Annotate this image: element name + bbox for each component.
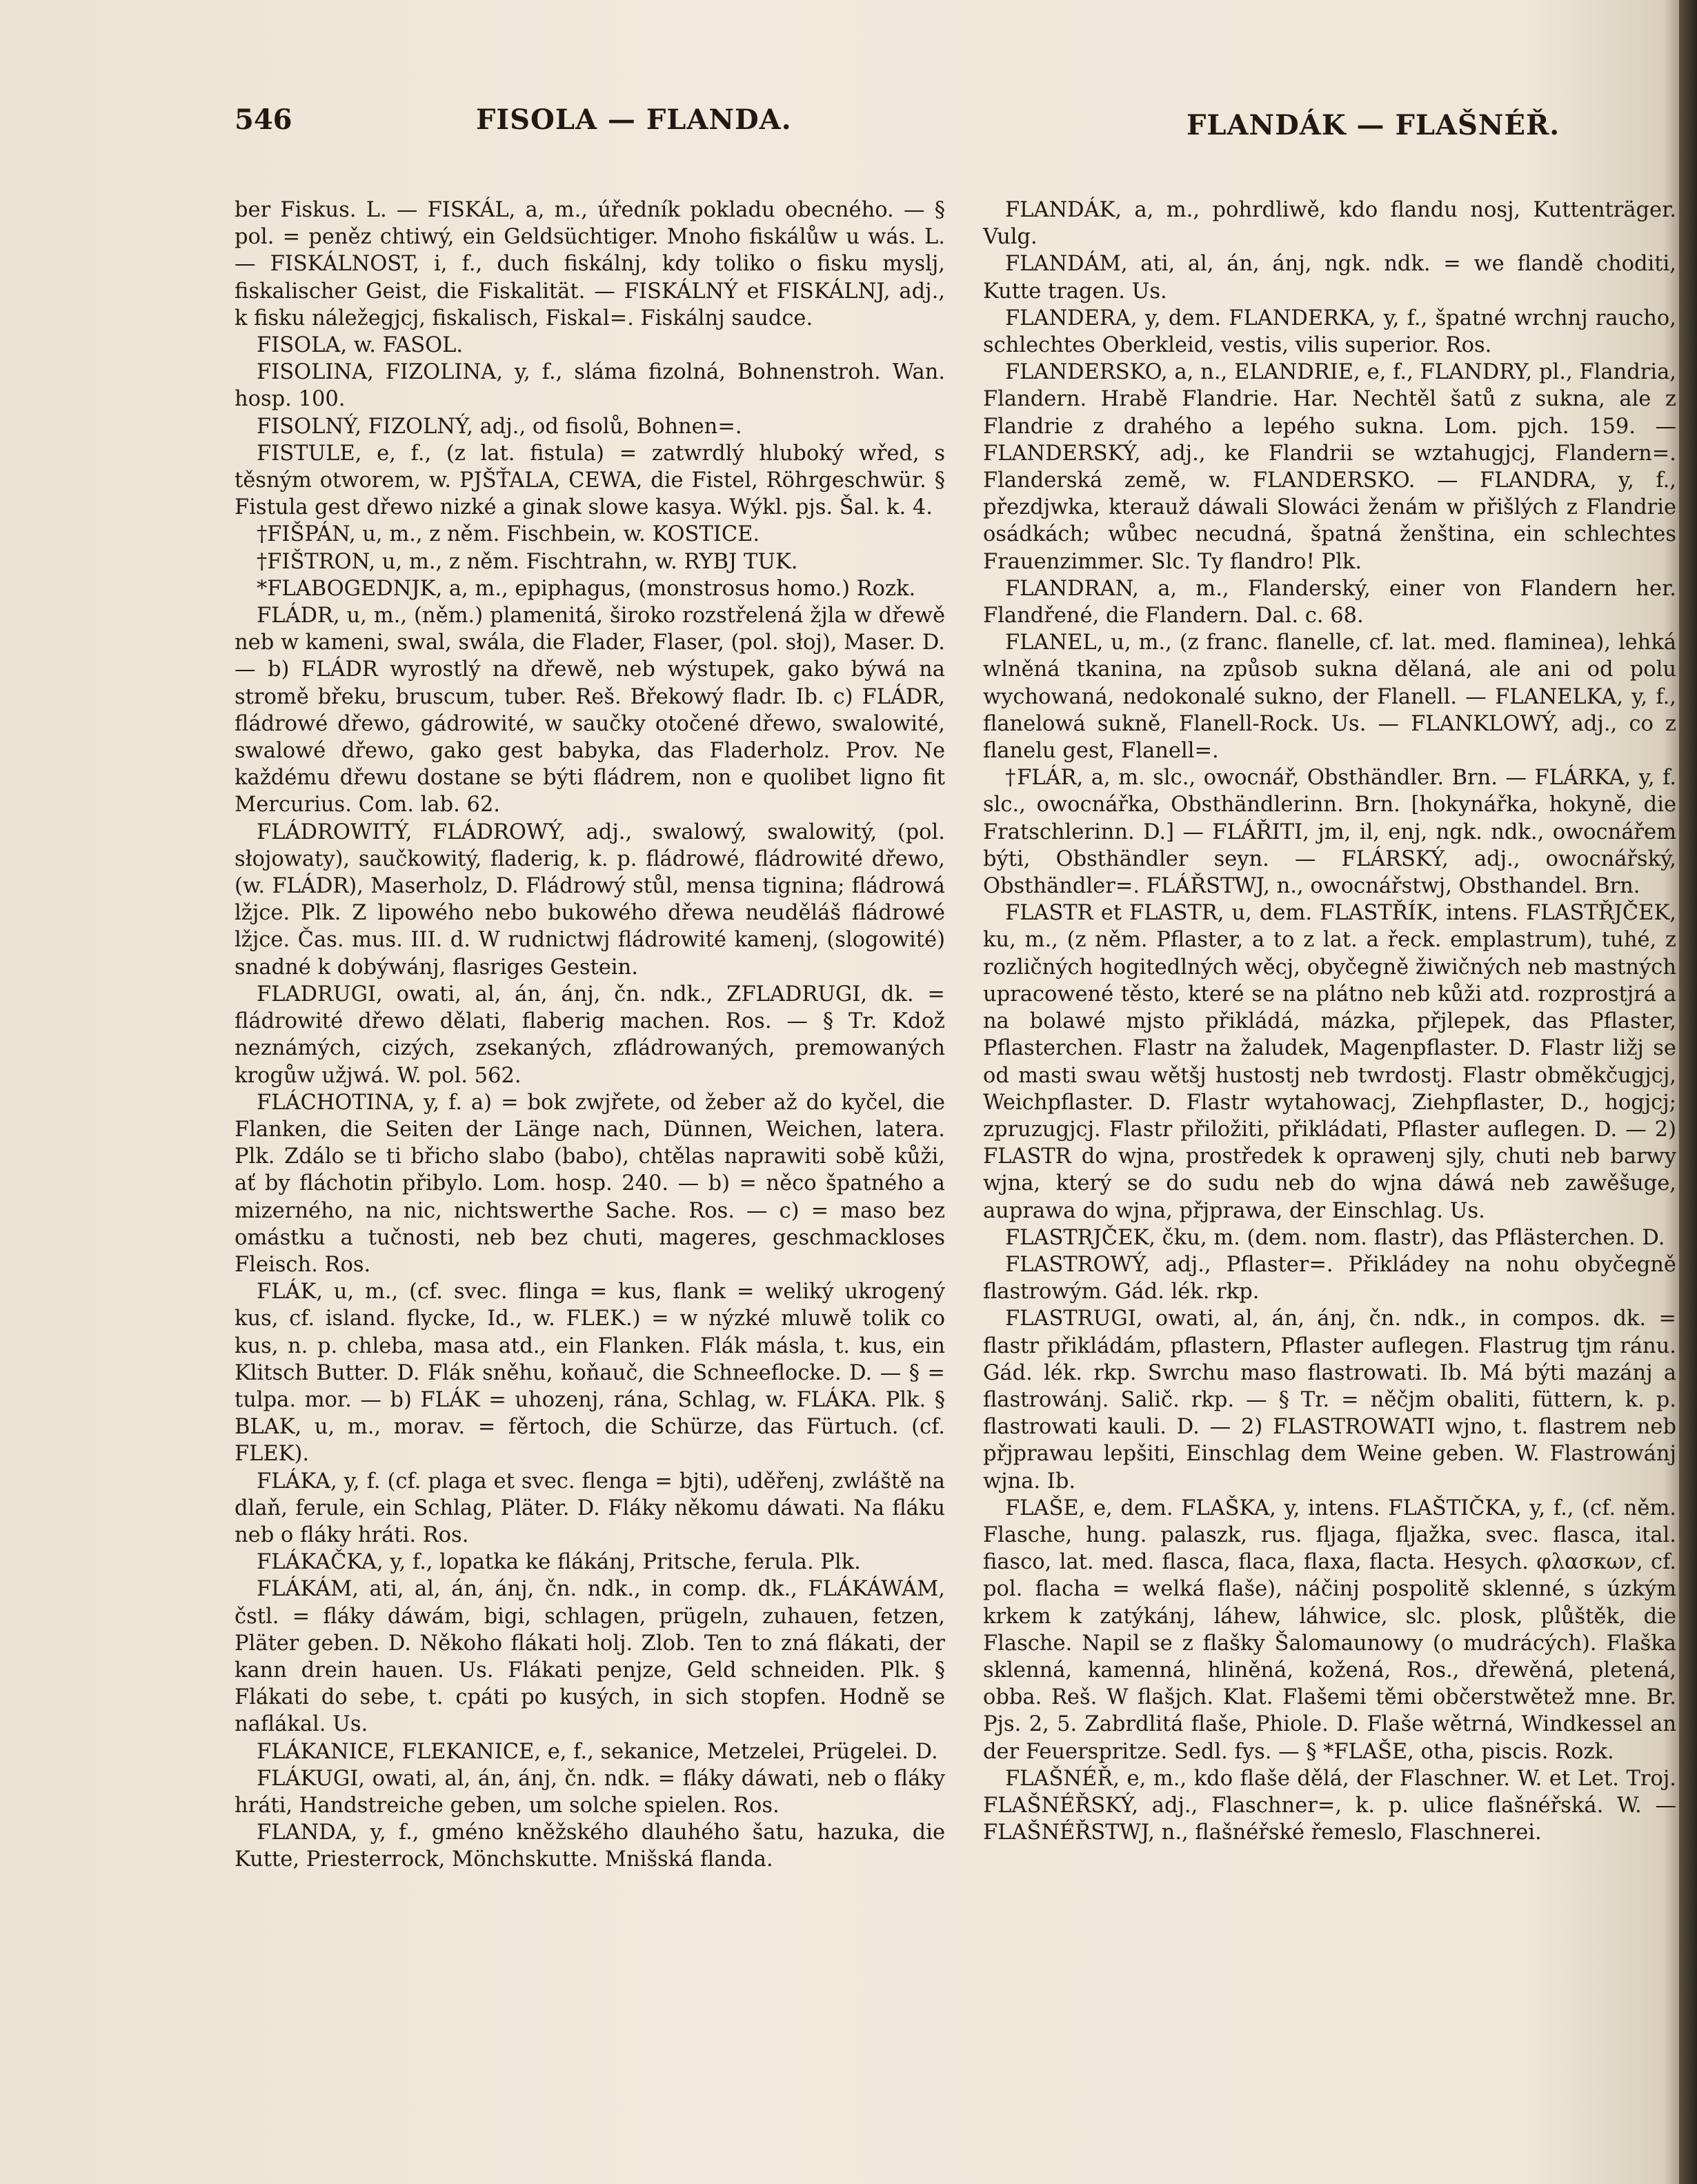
dictionary-entry: *FLABOGEDNJK, a, m., epiphagus, (monstrosus homo.) Rozk. bbox=[257, 576, 916, 601]
dictionary-entry: FLÁCHOTINA, y, f. a) = bok zwjřete, od žeber až do kyčel, die Flanken, die Seiten der Länge nach, Dünnen, Weichen, latera. Plk. Zdálo se ti břicho slabo (babo), chtělas naprawiti sobě kůži, ať by fláchotin přibylo. Lom. hosp. 240. — b) = něco špatného a mizerného, na nic, nichtswerthe Sache. Ros. — c) = maso bez omástku a tučnosti, neb bez chuti, mageres, geschmackloses Fleisch. Ros. bbox=[235, 1090, 945, 1277]
dictionary-entry: †FIŠPÁN, u, m., z něm. Fischbein, w. KOSTICE. bbox=[257, 522, 760, 547]
page-header bbox=[0, 103, 1697, 152]
left-running-head: FISOLA — FLANDA. bbox=[476, 103, 792, 136]
dictionary-entry: FISOLNÝ, FIZOLNÝ, adj., od fisolů, Bohnen=. bbox=[257, 414, 742, 439]
dictionary-entry: FLÁDR, u, m., (něm.) plamenitá, široko rozstřelená žjla w dřewě neb w kameni, swal, swála, die Flader, Flaser, (pol. słoj), Maser. D. — b) FLÁDR wyrostlý na dřewě, neb wýstupek, gako býwá na stromě břeku, bruscum, tuber. Reš. Břekowý fladr. Ib. c) FLÁDR, fládrowé dřewo, gádrowité, w saučky otočené dřewo, swalowité, swalowé dřewo, gako gest babyka, das Fladerholz. Prov. Ne každému dřewu dostane se býti fládrem, non e quolibet ligno fit Mercurius. Com. lab. 62. bbox=[235, 604, 945, 817]
dictionary-entry: FLAŠE, e, dem. FLAŠKA, y, intens. FLAŠTIČKA, y, f., (cf. něm. Flasche, hung. palaszk, rus. fljaga, fljažka, svec. flasca, ital. fiasco, lat. med. flasca, flaca, flaxa, flacta. Hesych. φλασκων, cf. pol. flacha = welká flaše), náčinj pospolitě sklenné, s úzkým krkem k zatýkánj, láhew, láhwice, slc. plosk, plůštěk, die Flasche. Napil se z flašky Šalomaunowy (o mudrácých). Flaška sklenná, kamenná, hliněná, kožená, Ros., dřewěná, pletená, obba. Reš. W flašjch. Klat. Flašemi těmi občerstwětež mne. Br. Pjs. 2, 5. Zabrdlitá flaše, Phiole. D. Flaše wětrná, Windkessel an der Feuerspritze. Sedl. fys. — § *FLAŠE, otha, piscis. Rozk. bbox=[983, 1496, 1676, 1764]
dictionary-entry: FISOLA, w. FASOL. bbox=[257, 333, 464, 358]
dictionary-entry: †FIŠTRON, u, m., z něm. Fischtrahn, w. RYBJ TUK. bbox=[257, 549, 798, 574]
right-column bbox=[983, 197, 1676, 1846]
dictionary-entry: FLÁKA, y, f. (cf. plaga et svec. flenga = bjti), uděřenj, zwláště na dlaň, ferule, ein Schlag, Pläter. D. Fláky někomu dáwati. Na fláku neb o fláky hráti. Ros. bbox=[235, 1469, 945, 1547]
dictionary-entry: FLASTRUGI, owati, al, án, ánj, čn. ndk., in compos. dk. = flastr přikládám, pflastern, Pflaster auflegen. Flastrug tjm ránu. Gád. lék. rkp. Swrchu maso flastrowati. Ib. Má býti mazánj a flastrowánj. Salič. rkp. — § Tr. = něčjm obaliti, füttern, k. p. flastrowati kauli. D. — 2) FLASTROWATI wjno, t. flastrem neb přjprawau lepšiti, Einschlag dem Weine geben. W. Flastrowánj wjna. Ib. bbox=[983, 1307, 1676, 1493]
dictionary-entry: FLÁKUGI, owati, al, án, ánj, čn. ndk. = fláky dáwati, neb o fláky hráti, Handstreiche geben, um solche spielen. Ros. bbox=[235, 1766, 945, 1818]
dictionary-entry: FISTULE, e, f., (z lat. fistula) = zatwrdlý hluboký wřed, s těsným otworem, w. PJŠŤALA, CEWA, die Fistel, Röhrgeschwür. § Fistula gest dřewo nizké a ginak slowe kasya. Wýkl. pjs. Šal. k. 4. bbox=[235, 441, 945, 520]
dictionary-entry: FISOLINA, FIZOLINA, y, f., sláma fizolná, Bohnenstroh. Wan. hosp. 100. bbox=[235, 360, 945, 412]
dictionary-entry: FLÁKAČKA, y, f., lopatka ke flákánj, Pritsche, ferula. Plk. bbox=[257, 1550, 861, 1575]
dictionary-entry: ber Fiskus. L. — FISKÁL, a, m., úředník pokladu obecného. — § pol. = peněz chtiwý, ein Geldsüchtiger. Mnoho fiskálůw u wás. L. — FISKÁLNOST, i, f., duch fiskálnj, kdy toliko o fisku myslj, fiskalischer Geist, die Fiskalität. — FISKÁLNÝ et FISKÁLNJ, adj., k fisku náležegjcj, fiskalisch, Fiskal=. Fiskálnj saudce. bbox=[235, 198, 945, 330]
dictionary-entry: FLASTRJČEK, čku, m. (dem. nom. flastr), das Pflästerchen. D. bbox=[1005, 1225, 1665, 1250]
dictionary-entry: FLÁKANICE, FLEKANICE, e, f., sekanice, Metzelei, Prügelei. D. bbox=[257, 1739, 938, 1764]
dictionary-entry: FLASTROWÝ, adj., Pflaster=. Přikládey na nohu obyčegně flastrowým. Gád. lék. rkp. bbox=[983, 1252, 1676, 1304]
dictionary-entry: FLANDÁK, a, m., pohrdliwě, kdo flandu nosj, Kuttenträger. Vulg. bbox=[983, 198, 1676, 250]
dictionary-entry: FLANDERSKO, a, n., ELANDRIE, e, f., FLANDRY, pl., Flandria, Flandern. Hrabě Flandrie. Har. Nechtěl šatů z sukna, ale z Flandrie z drahého a lepého sukna. Lom. pjch. 159. — FLANDERSKÝ, adj., ke Flandrii se wztahugjcj, Flandern=. Flanderská země, w. FLANDERSKO. — FLANDRA, y, f., přezdjwka, kterauž dáwali Slowáci ženám w přišlých z Flandrie osádkách; wůbec necudná, špatná ženština, ein schlechtes Frauenzimmer. Slc. Ty flandro! Plk. bbox=[983, 360, 1676, 574]
page-number: 546 bbox=[235, 103, 292, 136]
page-edge-shadow bbox=[1679, 0, 1697, 2184]
dictionary-entry: FLASTR et FLASTR, u, dem. FLASTŘÍK, intens. FLASTŘJČEK, ku, m., (z něm. Pflaster, a to z lat. a řeck. emplastrum), tuhé, z rozličných hogitedlných wěcj, obyčegně žiwičných neb mastných upracowené těsto, které se na plátno neb kůži atd. rozprostjrá a na bolawé mjsto přikládá, mázka, přjlepek, das Pflaster, Pflasterchen. Flastr na žaludek, Magenpflaster. D. Flastr ližj se od masti swau wětšj hustostj neb twrdostj. Flastr obměkčugjcj, Weichpflaster. D. Flastr wytahowacj, Ziehpflaster, D., hogjcj; zpruzugjcj. Flastr přiložiti, přikládati, Pflaster auflegen. D. — 2) FLASTR do wjna, prostředek k oprawenj sjly, chuti neb barwy wjna, který se do sudu neb do wjna dáwá neb zawěšuge, auprawa do wjna, přjprawa, der Einschlag. Us. bbox=[983, 901, 1676, 1223]
dictionary-entry: FLÁDROWITÝ, FLÁDROWÝ, adj., swalowý, swalowitý, (pol. słojowaty), saučkowitý, fladerig, k. p. fládrowé, fládrowité dřewo, (w. FLÁDR), Maserholz, D. Fládrowý stůl, mensa tignina; fládrowá lžjce. Plk. Z lipowého nebo bukowého dřewa neuděláš fládrowé lžjce. Čas. mus. III. d. W rudnictwj fládrowité kamenj, (slogowité) snadné k dobýwánj, flasriges Gestein. bbox=[235, 820, 945, 980]
dictionary-entry: FLANDRAN, a, m., Flanderský, einer von Flandern her. Flandřené, die Flandern. Dal. c. 68. bbox=[983, 576, 1676, 628]
left-column bbox=[235, 197, 945, 1874]
dictionary-entry: †FLÁR, a, m. slc., owocnář, Obsthändler. Brn. — FLÁRKA, y, f. slc., owocnářka, Obsthändlerinn. Brn. [hokynářka, hokyně, die Fratschlerinn. D.] — FLÁŘITI, jm, il, enj, ngk. ndk., owocnářem býti, Obsthändler seyn. — FLÁRSKÝ, adj., owocnářský, Obsthändler=. FLÁŘSTWJ, n., owocnářstwj, Obsthandel. Brn. bbox=[983, 766, 1676, 899]
dictionary-entry: FLANDA, y, f., gméno kněžského dlauhého šatu, hazuka, die Kutte, Priesterrock, Mönchskutte. Mnišská flanda. bbox=[235, 1820, 945, 1872]
dictionary-entry: FLÁKÁM, ati, al, án, ánj, čn. ndk., in comp. dk., FLÁKÁWÁM, čstl. = fláky dáwám, bigi, schlagen, prügeln, zuhauen, fetzen, Pläter geben. D. Někoho flákati holj. Zlob. Ten to zná flákati, der kann drein hauen. Us. Flákati penjze, Geld schneiden. Plk. § Flákati do sebe, t. cpáti po kusých, in sich stopfen. Hodně se naflákal. Us. bbox=[235, 1577, 945, 1737]
right-running-head: FLANDÁK — FLAŠNÉŘ. bbox=[1187, 109, 1560, 141]
dictionary-entry: FLANDÁM, ati, al, án, ánj, ngk. ndk. = we flandě choditi, Kutte tragen. Us. bbox=[983, 252, 1676, 304]
dictionary-entry: FLÁK, u, m., (cf. svec. flinga = kus, flank = weliký ukrogený kus, cf. island. flycke, Id., w. FLEK.) = w nýzké mluwě tolik co kus, n. p. chleba, masa atd., ein Flanken. Flák másla, t. kus, ein Klitsch Butter. D. Flák sněhu, koňauč, die Schneeflocke. D. — § = tulpa. mor. — b) FLÁK = uhozenj, rána, Schlag, w. FLÁKA. Plk. § BLAK, u, m., morav. = fěrtoch, die Schürze, das Fürtuch. (cf. FLEK). bbox=[235, 1280, 945, 1467]
dictionary-entry: FLANDERA, y, dem. FLANDERKA, y, f., špatné wrchnj raucho, schlechtes Oberkleid, vestis, vilis superior. Ros. bbox=[983, 306, 1676, 358]
dictionary-entry: FLAŠNÉŘ, e, m., kdo flaše dělá, der Flaschner. W. et Let. Troj. FLAŠNÉŘSKÝ, adj., Flaschner=, k. p. ulice flašnéřská. W. — FLAŠNÉŘSTWJ, n., flašnéřské řemeslo, Flaschnerei. bbox=[983, 1766, 1676, 1845]
dictionary-entry: FLANEL, u, m., (z franc. flanelle, cf. lat. med. flaminea), lehká wlněná tkanina, na způsob sukna dělaná, ale ani od polu wychowaná, nedokonalé sukno, der Flanell. — FLANELKA, y, f., flanelowá sukně, Flanell-Rock. Us. — FLANKLOWÝ, adj., co z flanelu gest, Flanell=. bbox=[983, 631, 1676, 764]
dictionary-entry: FLADRUGI, owati, al, án, ánj, čn. ndk., ZFLADRUGI, dk. = fládrowité dřewo dělati, flaberig machen. Ros. — § Tr. Kdož neznámých, cizých, zsekaných, zfládrowaných, premowaných krogůw užjwá. W. pol. 562. bbox=[235, 982, 945, 1088]
